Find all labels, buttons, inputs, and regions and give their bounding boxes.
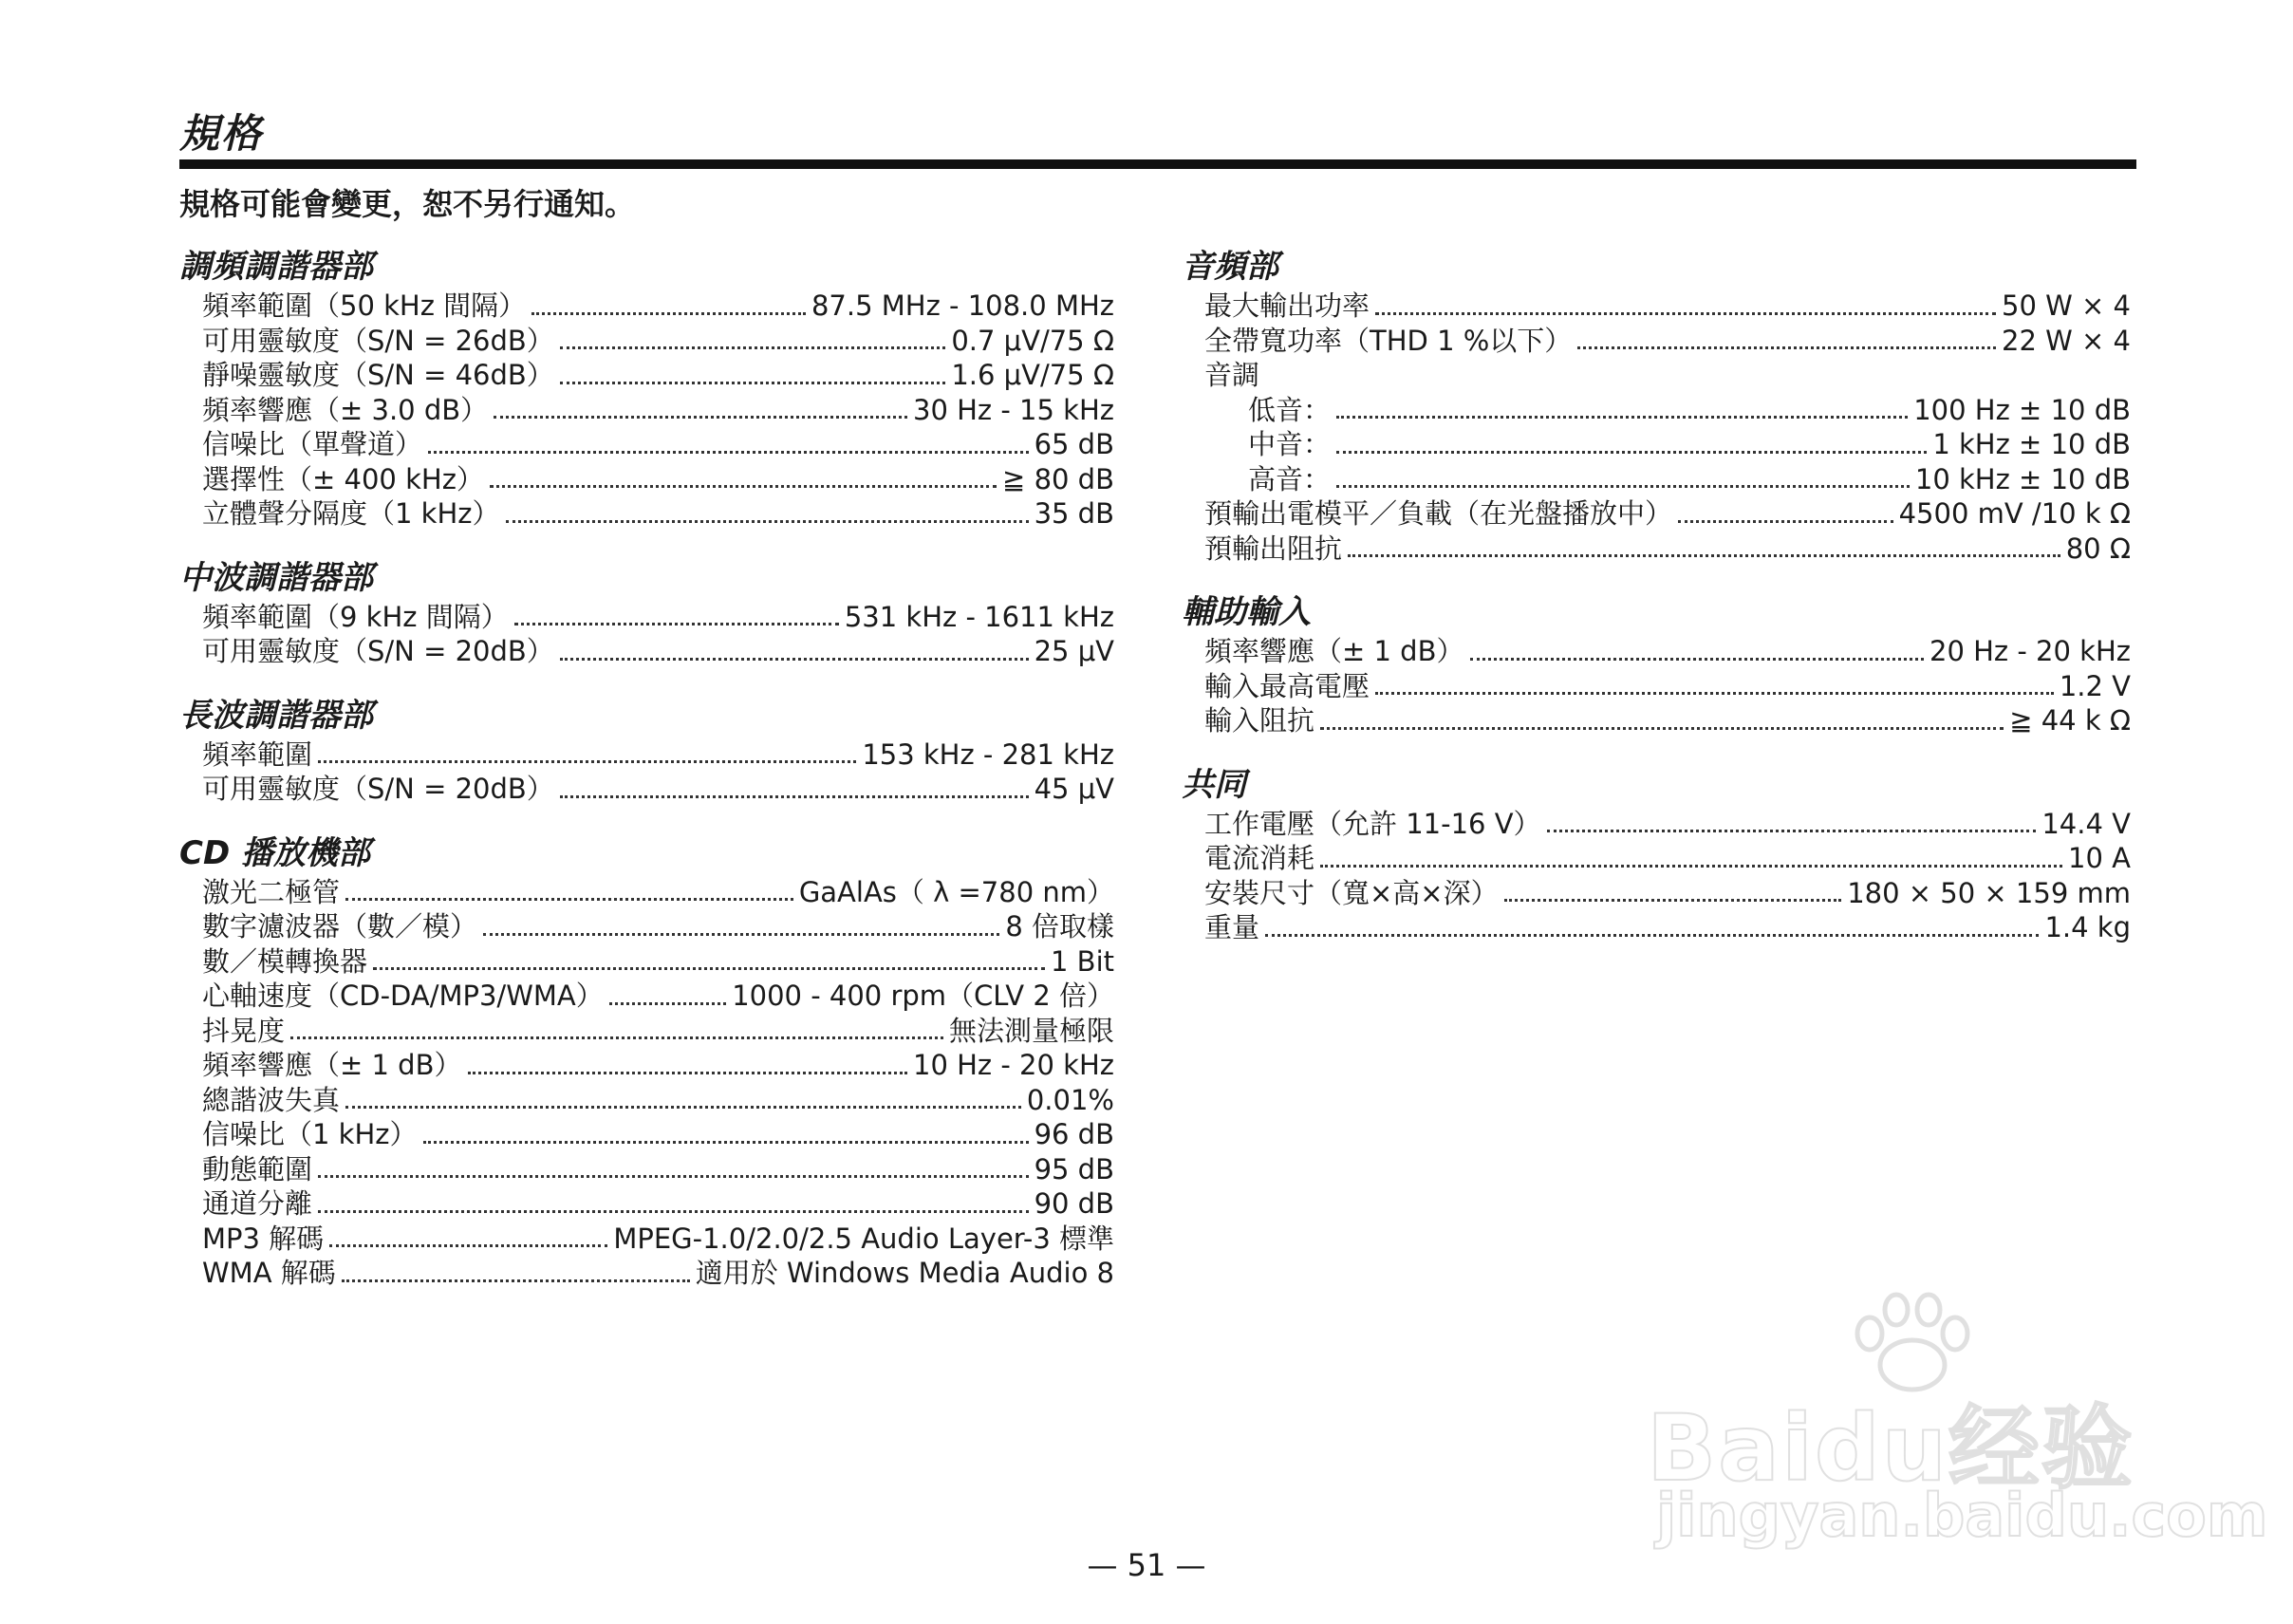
dot-leader bbox=[373, 967, 1045, 970]
dot-leader bbox=[1577, 346, 1996, 349]
page-title: 規格 bbox=[179, 110, 264, 157]
spec-row bbox=[1204, 393, 2131, 428]
spec-label: 立體聲分隔度（1 kHz） bbox=[202, 497, 500, 530]
watermark bbox=[1647, 1291, 2268, 1550]
spec-value: 1.2 V bbox=[2059, 669, 2131, 702]
spec-row bbox=[202, 944, 1114, 980]
spec-label: 電流消耗 bbox=[1204, 842, 1315, 874]
dot-leader bbox=[1336, 485, 1910, 488]
spec-row bbox=[202, 289, 1114, 324]
dot-leader bbox=[560, 382, 946, 384]
dot-leader bbox=[560, 658, 1029, 661]
spec-label: 低音： bbox=[1248, 393, 1332, 426]
spec-row bbox=[202, 1256, 1114, 1291]
spec-label: 數／模轉換器 bbox=[202, 944, 368, 978]
spec-row bbox=[202, 634, 1114, 669]
dot-leader bbox=[1336, 451, 1927, 454]
dot-leader bbox=[490, 485, 997, 488]
spec-label: 信噪比（單聲道） bbox=[202, 428, 423, 460]
dot-leader bbox=[514, 623, 839, 625]
dot-leader bbox=[1504, 899, 1842, 902]
spec-value: 65 dB bbox=[1034, 428, 1114, 460]
dot-leader bbox=[483, 933, 999, 936]
spec-label: 心軸速度（CD-DA/MP3/WMA） bbox=[202, 980, 604, 1012]
page-number: — 51 — bbox=[1087, 1547, 1206, 1583]
spec-label: 可用靈敏度（S/N = 20dB） bbox=[202, 635, 554, 667]
spec-section bbox=[179, 694, 1114, 807]
dot-leader bbox=[318, 1175, 1029, 1178]
dot-leader bbox=[1265, 934, 2039, 937]
section-title: 輔助輸入 bbox=[1182, 593, 1311, 631]
dot-leader bbox=[423, 1141, 1029, 1144]
left-column bbox=[179, 245, 1114, 1316]
spec-value: 1 kHz ± 10 dB bbox=[1932, 428, 2131, 460]
spec-label: 動態範圍 bbox=[202, 1152, 313, 1185]
dot-leader bbox=[318, 760, 856, 763]
section-title: CD 播放機部 bbox=[179, 833, 371, 872]
spec-row bbox=[202, 1048, 1114, 1083]
spec-label: MP3 解碼 bbox=[202, 1222, 325, 1255]
spec-value: 50 W × 4 bbox=[2002, 289, 2131, 322]
spec-label: 頻率響應（± 1 dB） bbox=[202, 1049, 462, 1081]
spec-value: 95 dB bbox=[1034, 1152, 1114, 1185]
spec-value: ≧ 80 dB bbox=[1002, 462, 1114, 495]
spec-value: 100 Hz ± 10 dB bbox=[1913, 393, 2131, 426]
dot-leader bbox=[1348, 554, 2060, 557]
spec-label: 可用靈敏度（S/N = 20dB） bbox=[202, 773, 554, 805]
spec-label: 輸入阻抗 bbox=[1204, 704, 1315, 737]
spec-value: 無法測量極限 bbox=[948, 1014, 1114, 1047]
dot-leader bbox=[345, 1106, 1021, 1109]
spec-value: ≧ 44 k Ω bbox=[2009, 704, 2131, 737]
dot-leader bbox=[290, 1036, 943, 1039]
spec-label: 預輸出電模平／負載（在光盤播放中） bbox=[1204, 497, 1673, 530]
spec-label: 輸入最高電壓 bbox=[1204, 669, 1370, 702]
spec-section bbox=[179, 831, 1114, 1291]
spec-row bbox=[1204, 634, 2131, 669]
section-title: 長波調諧器部 bbox=[179, 696, 373, 735]
dot-leader bbox=[494, 416, 907, 419]
dot-leader bbox=[1336, 416, 1908, 419]
spec-row bbox=[202, 737, 1114, 773]
spec-value: 0.7 μV/75 Ω bbox=[951, 324, 1114, 357]
spec-value: 45 μV bbox=[1034, 773, 1114, 805]
spec-label: 信噪比（1 kHz） bbox=[202, 1118, 418, 1150]
section-title: 共同 bbox=[1182, 765, 1246, 804]
spec-row bbox=[202, 875, 1114, 910]
dot-leader bbox=[468, 1072, 908, 1074]
spec-label: 頻率範圍（50 kHz 間隔） bbox=[202, 289, 527, 322]
spec-value: 0.01% bbox=[1026, 1083, 1114, 1116]
spec-value: 96 dB bbox=[1034, 1118, 1114, 1150]
dot-leader bbox=[1320, 865, 2062, 868]
spec-label: 數字濾波器（數／模） bbox=[202, 910, 478, 943]
dot-leader bbox=[531, 312, 806, 315]
spec-row bbox=[1204, 532, 2131, 567]
spec-label: 抖晃度 bbox=[202, 1014, 286, 1047]
spec-row bbox=[1204, 876, 2131, 911]
spec-value: 90 dB bbox=[1034, 1187, 1114, 1220]
spec-row bbox=[202, 909, 1114, 944]
spec-row bbox=[202, 496, 1114, 532]
spec-row bbox=[1204, 289, 2131, 324]
spec-label: 中音： bbox=[1248, 428, 1332, 460]
spec-value: MPEG-1.0/2.0/2.5 Audio Layer-3 標準 bbox=[613, 1222, 1114, 1255]
spec-value: 87.5 MHz - 108.0 MHz bbox=[811, 289, 1114, 322]
spec-value: 14.4 V bbox=[2041, 807, 2131, 840]
spec-value: 80 Ω bbox=[2065, 532, 2131, 565]
spec-label: 選擇性（± 400 kHz） bbox=[202, 462, 484, 495]
dot-leader bbox=[318, 1210, 1029, 1213]
spec-label: 音調 bbox=[1204, 359, 1260, 391]
spec-label: 頻率響應（± 1 dB） bbox=[1204, 635, 1464, 667]
spec-label: WMA 解碼 bbox=[202, 1257, 336, 1289]
spec-row bbox=[1204, 703, 2131, 738]
spec-section bbox=[179, 556, 1114, 669]
spec-row bbox=[1204, 669, 2131, 704]
watermark-line2: jingyan.baidu.com bbox=[1656, 1481, 2268, 1550]
spec-label: 頻率範圍（9 kHz 間隔） bbox=[202, 600, 509, 633]
spec-value: 22 W × 4 bbox=[2002, 324, 2131, 357]
dot-leader bbox=[609, 1002, 726, 1005]
section-title: 中波調諧器部 bbox=[179, 558, 373, 597]
spec-section bbox=[1182, 763, 2131, 945]
dot-leader bbox=[560, 346, 946, 349]
spec-value: 4500 mV /10 k Ω bbox=[1898, 497, 2131, 530]
spec-row bbox=[1204, 462, 2131, 497]
spec-label: 工作電壓（允許 11-16 V） bbox=[1204, 807, 1541, 840]
spec-value: 35 dB bbox=[1034, 497, 1114, 530]
spec-row bbox=[202, 393, 1114, 428]
spec-value: 1 Bit bbox=[1051, 944, 1114, 978]
spec-value: 1.4 kg bbox=[2044, 911, 2131, 943]
spec-label: 頻率響應（± 3.0 dB） bbox=[202, 393, 489, 426]
spec-label: 可用靈敏度（S/N = 26dB） bbox=[202, 324, 554, 357]
spec-row bbox=[202, 772, 1114, 807]
dot-leader bbox=[329, 1244, 607, 1247]
watermark-line1: Baidu经验 bbox=[1647, 1395, 2135, 1502]
spec-row bbox=[202, 358, 1114, 393]
spec-row bbox=[202, 979, 1114, 1014]
spec-row bbox=[202, 324, 1114, 359]
spec-value: 1000 - 400 rpm（CLV 2 倍） bbox=[732, 980, 1114, 1012]
spec-label: 激光二極管 bbox=[202, 875, 341, 908]
spec-label: 總諧波失真 bbox=[202, 1083, 341, 1116]
spec-value: GaAlAs（ λ =780 nm） bbox=[798, 875, 1114, 908]
dot-leader bbox=[1678, 520, 1893, 523]
spec-label: 全帶寬功率（THD 1 %以下） bbox=[1204, 324, 1573, 357]
dot-leader bbox=[1547, 830, 2037, 832]
spec-row bbox=[202, 1083, 1114, 1118]
spec-row bbox=[1204, 910, 2131, 945]
spec-row bbox=[202, 427, 1114, 462]
spec-row bbox=[1204, 807, 2131, 842]
dot-leader bbox=[1470, 658, 1925, 661]
spec-row bbox=[202, 1186, 1114, 1222]
dot-leader bbox=[428, 451, 1029, 454]
section-title: 調頻調諧器部 bbox=[179, 248, 373, 286]
section-title: 音頻部 bbox=[1182, 248, 1278, 286]
spec-row bbox=[202, 462, 1114, 497]
spec-section bbox=[179, 245, 1114, 532]
right-column bbox=[1182, 245, 2131, 970]
dot-leader bbox=[1320, 727, 2004, 730]
spec-row bbox=[202, 1222, 1114, 1257]
spec-row bbox=[1204, 427, 2131, 462]
spec-value: 531 kHz - 1611 kHz bbox=[844, 600, 1114, 633]
spec-value: 180 × 50 × 159 mm bbox=[1847, 876, 2131, 909]
spec-value: 25 μV bbox=[1034, 635, 1114, 667]
spec-row bbox=[202, 1117, 1114, 1152]
spec-value: 20 Hz - 20 kHz bbox=[1929, 635, 2131, 667]
dot-leader bbox=[1375, 692, 2054, 695]
spec-value: 8 倍取樣 bbox=[1005, 910, 1114, 943]
spec-value: 153 kHz - 281 kHz bbox=[862, 737, 1114, 771]
spec-value: 1.6 μV/75 Ω bbox=[951, 359, 1114, 391]
page-subtitle: 規格可能會變更，恕不另行通知。 bbox=[179, 186, 636, 222]
spec-row bbox=[1204, 358, 2131, 393]
spec-label: 頻率範圍 bbox=[202, 737, 313, 771]
dot-leader bbox=[345, 898, 793, 901]
spec-row bbox=[202, 1014, 1114, 1049]
spec-row bbox=[1204, 841, 2131, 876]
spec-value: 30 Hz - 15 kHz bbox=[913, 393, 1114, 426]
spec-label: 通道分離 bbox=[202, 1187, 313, 1220]
spec-section bbox=[1182, 245, 2131, 566]
spec-label: 安裝尺寸（寬×高×深） bbox=[1204, 876, 1499, 909]
dot-leader bbox=[506, 520, 1029, 523]
spec-section bbox=[1182, 590, 2131, 738]
spec-label: 預輸出阻抗 bbox=[1204, 532, 1343, 565]
spec-row bbox=[1204, 324, 2131, 359]
spec-value: 10 kHz ± 10 dB bbox=[1914, 462, 2131, 495]
spec-value: 適用於 Windows Media Audio 8 bbox=[695, 1257, 1114, 1289]
dot-leader bbox=[560, 795, 1029, 798]
spec-row bbox=[1204, 496, 2131, 532]
spec-label: 靜噪靈敏度（S/N = 46dB） bbox=[202, 359, 554, 391]
spec-label: 高音： bbox=[1248, 462, 1332, 495]
title-rule bbox=[179, 159, 2136, 169]
spec-label: 最大輸出功率 bbox=[1204, 289, 1370, 322]
spec-row bbox=[202, 1152, 1114, 1187]
spec-row bbox=[202, 600, 1114, 635]
dot-leader bbox=[342, 1279, 690, 1282]
dot-leader bbox=[1375, 312, 1996, 315]
spec-value: 10 A bbox=[2068, 842, 2131, 874]
spec-label: 重量 bbox=[1204, 911, 1260, 943]
spec-value: 10 Hz - 20 kHz bbox=[913, 1049, 1114, 1081]
